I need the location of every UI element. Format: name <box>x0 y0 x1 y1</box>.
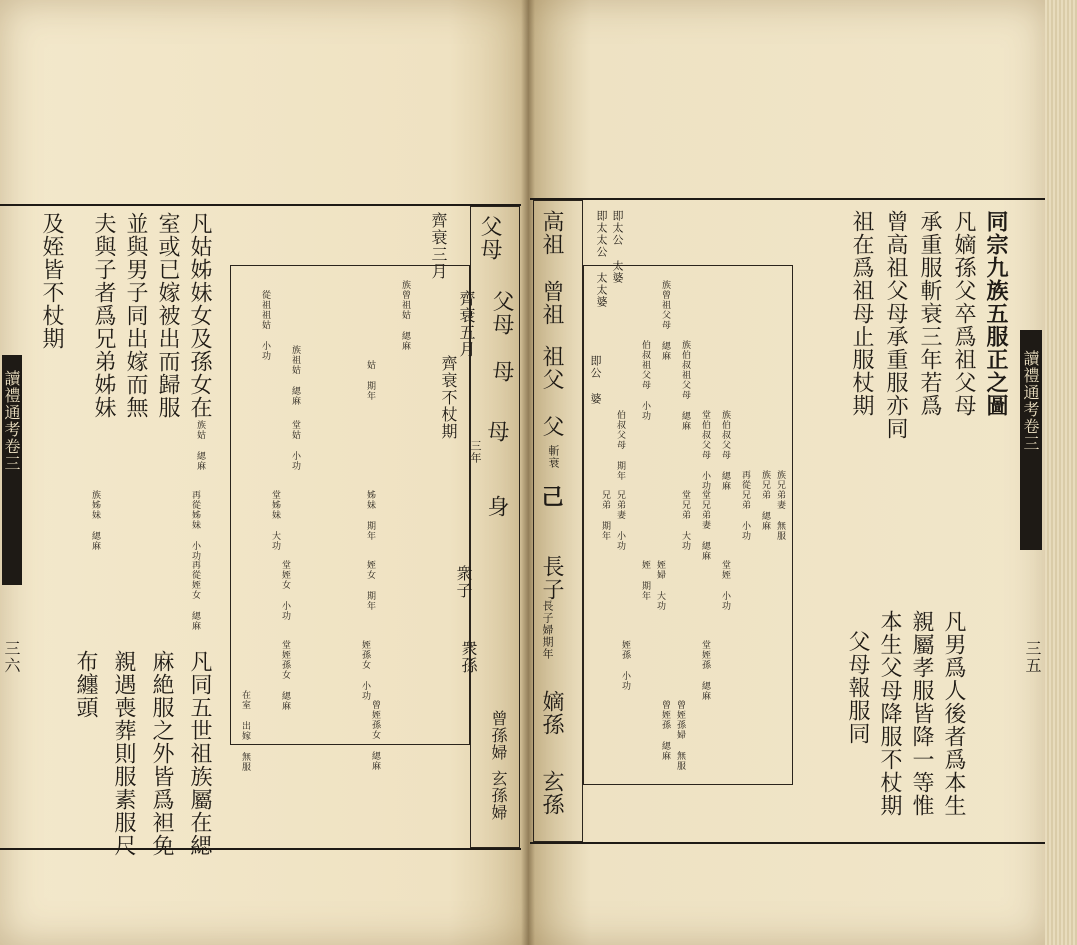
right-note-2: 承重服斬衰三年若爲 <box>917 210 942 417</box>
left-grid-15: 堂姪孫女 緦麻 <box>280 640 290 711</box>
left-running-header: 讀禮通考卷三 <box>2 370 21 472</box>
left-grid-5: 從祖祖姑 小功 <box>260 290 270 361</box>
generation-sub-zu: 母 <box>489 360 514 383</box>
fu-mourning: 斬衰 <box>547 445 560 469</box>
honorific-3: 即公 婆 <box>589 355 602 405</box>
left-top-rule <box>0 204 521 206</box>
left-note-5: 及姪皆不杖期 <box>39 212 64 350</box>
right-grid-11: 堂兄弟 大功 <box>680 490 690 551</box>
generation-sub-changzi: 衆子 <box>454 565 473 599</box>
right-bottom-rule <box>530 842 1045 844</box>
left-grid-10: 再從姪女 緦麻 <box>190 560 200 631</box>
left-bottom-rule <box>0 848 521 850</box>
left-note-1: 凡姑姊妹女及孫女在 <box>187 212 212 419</box>
mu-mourning: 三年 <box>469 440 482 464</box>
generation-sub-ji: 身 <box>484 495 509 518</box>
left-note-3: 並與男子同出嫁而無 <box>123 212 148 419</box>
zengzu-mourning: 齊衰五月 <box>457 290 476 358</box>
generation-xuansun: 玄孫 <box>539 770 564 816</box>
left-grid-1: 族曾祖姑 緦麻 <box>400 280 410 351</box>
right-grid-5: 族兄弟妻 無服 <box>775 470 785 541</box>
left-grid-8: 姑 期年 <box>365 360 375 401</box>
chart-title: 同宗九族五服正之圖 <box>983 210 1009 417</box>
changzifu-label: 長子婦期年 <box>541 600 554 660</box>
left-grid-12: 姪女 期年 <box>365 560 375 611</box>
right-grid-4: 族兄弟 緦麻 <box>760 470 770 531</box>
right-running-header: 讀禮通考卷三 <box>1021 350 1040 452</box>
page-edges <box>1045 0 1077 945</box>
right-grid-6: 伯叔祖父母 小功 <box>640 340 650 421</box>
left-folio: 三六 <box>2 640 21 674</box>
right-grid-18: 堂姪 小功 <box>720 560 730 611</box>
left-bottom-note-2: 麻絶服之外皆爲袒免 <box>149 650 174 857</box>
generation-gaozu: 高祖 <box>539 210 564 256</box>
left-bottom-note-4: 布纏頭 <box>73 650 98 719</box>
left-note-4: 夫與子者爲兄弟姊妹 <box>91 212 116 419</box>
generation-sub-dizun: 衆孫 <box>459 640 478 674</box>
right-folio: 三五 <box>1023 640 1042 674</box>
left-grid-7: 再從姊妹 小功 <box>190 490 200 561</box>
zu-mourning: 齊衰不杖期 <box>439 355 458 440</box>
left-note-2: 室或已嫁被出而歸服 <box>155 212 180 419</box>
right-grid-14: 兄弟 期年 <box>600 490 610 541</box>
right-grid-8: 再從兄弟 小功 <box>740 470 750 541</box>
right-grid-15: 兄弟妻 小功 <box>615 490 625 551</box>
right-grid-1: 族曾祖父母 緦麻 <box>660 280 670 361</box>
left-grid-16: 曾姪孫女 緦麻 <box>370 700 380 771</box>
gaozu-mourning: 齊衰三月 <box>429 212 448 280</box>
generation-ji: 己 <box>538 485 564 508</box>
honorific-2: 即太公 太婆 <box>611 210 624 284</box>
right-grid-3: 族伯叔父母 緦麻 <box>720 410 730 491</box>
left-bottom-note-1: 凡同五世祖族屬在緦 <box>187 650 212 857</box>
left-grid-2: 族祖姑 緦麻 <box>290 345 300 406</box>
left-grid-14: 姪孫女 小功 <box>360 640 370 701</box>
right-grid-7: 堂伯叔父母 小功 <box>700 410 710 491</box>
right-grid-23: 曾姪孫 緦麻 <box>660 700 670 761</box>
right-bottom-note-1: 凡男爲人後者爲本生 <box>941 610 966 817</box>
right-grid-10: 伯叔父母 期年 <box>615 410 625 481</box>
generation-zu: 祖父 <box>539 345 564 391</box>
left-grid-9: 堂姊妹 大功 <box>270 490 280 551</box>
generation-sub-gaozu: 父母 <box>477 215 502 261</box>
right-bottom-note-2: 親屬孝服皆降一等惟 <box>909 610 934 817</box>
right-bottom-note-4: 父母報服同 <box>845 630 870 745</box>
generation-sub-zengzu: 父母 <box>489 290 514 336</box>
left-grid-17: 在室 出嫁 無服 <box>240 690 250 772</box>
generation-changzi: 長子 <box>539 555 564 601</box>
right-grid-2: 族伯叔祖父母 緦麻 <box>680 340 690 431</box>
right-grid-24: 曾姪孫婦 無服 <box>675 700 685 771</box>
generation-zengzu: 曾祖 <box>539 280 564 326</box>
generation-sub-xuansun: 玄孫婦 <box>489 770 508 821</box>
left-grid-11: 姊妹 期年 <box>365 490 375 541</box>
right-grid-16: 姪 期年 <box>640 560 650 601</box>
right-grid-22: 堂姪孫 緦麻 <box>700 640 710 701</box>
left-grid-3: 族姑 緦麻 <box>195 420 205 471</box>
generation-fu: 父 <box>539 415 564 438</box>
generation-sub-zengsun: 曾孫婦 <box>489 710 508 761</box>
left-grid-4: 族姊妹 緦麻 <box>90 490 100 551</box>
right-bottom-note-3: 本生父母降服不杖期 <box>877 610 902 817</box>
honorific-1: 即太太公 太太婆 <box>595 210 608 308</box>
generation-dizun: 嫡孫 <box>539 690 564 736</box>
left-grid-13: 堂姪女 小功 <box>280 560 290 621</box>
right-note-4: 祖在爲祖母止服杖期 <box>849 210 874 417</box>
right-note-1: 凡嫡孫父卒爲祖父母 <box>951 210 976 417</box>
left-bottom-note-3: 親遇喪葬則服素服尺 <box>111 650 136 857</box>
right-top-rule <box>530 198 1045 200</box>
right-grid-17: 姪婦 大功 <box>655 560 665 611</box>
generation-sub-fu: 母 <box>484 420 509 443</box>
right-grid-12: 堂兄弟妻 緦麻 <box>700 490 710 561</box>
right-note-3: 曾高祖父母承重服亦同 <box>883 210 908 440</box>
right-grid-20: 姪孫 小功 <box>620 640 630 691</box>
left-grid-6: 堂姑 小功 <box>290 420 300 471</box>
